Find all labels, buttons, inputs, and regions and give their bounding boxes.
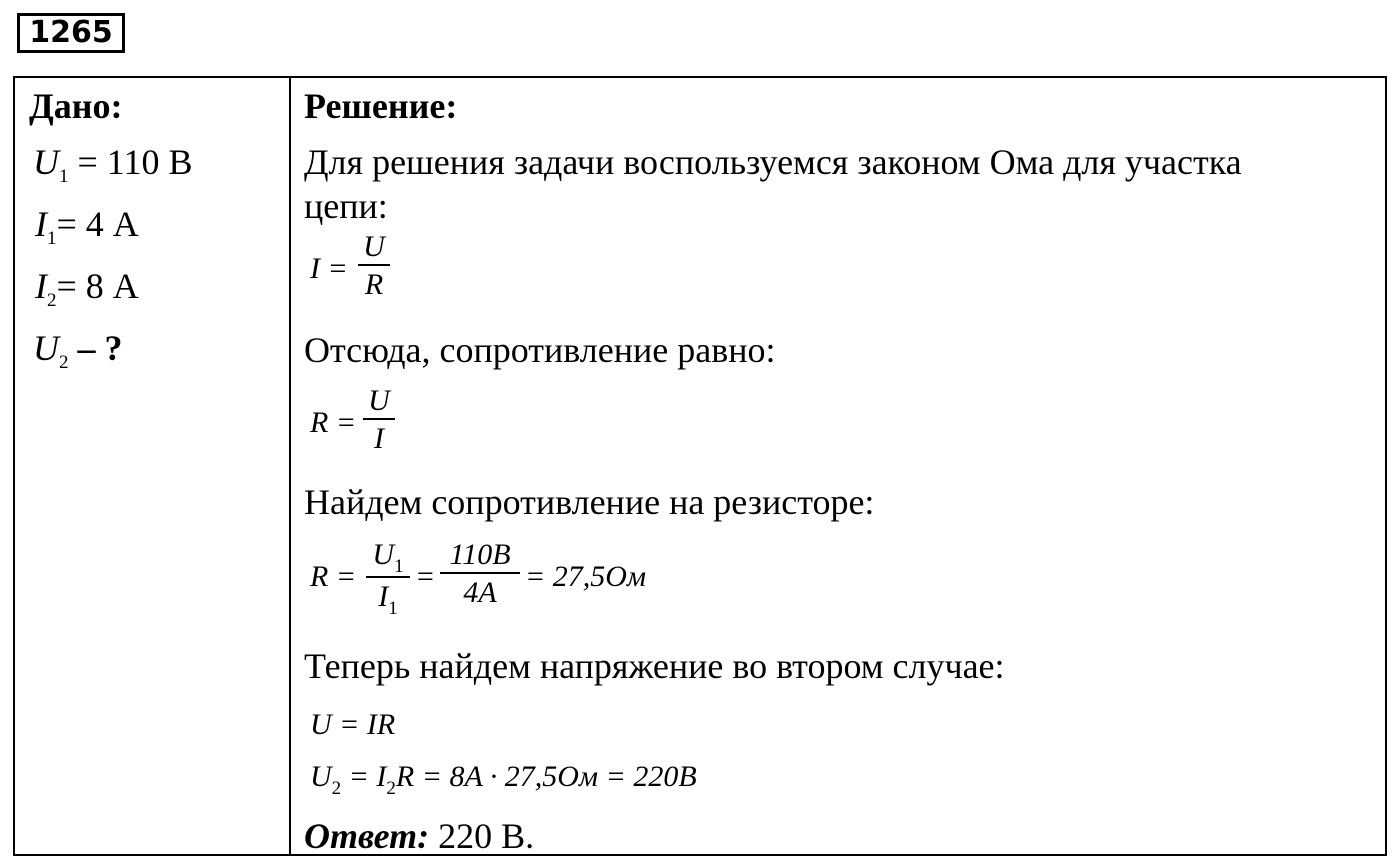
formula-ohm-law-lhs: I = bbox=[310, 252, 348, 285]
column-divider bbox=[289, 78, 291, 854]
formula-calc-r-lhs: R = bbox=[310, 560, 357, 593]
solution-text-2: цепи: bbox=[304, 186, 388, 226]
formula-calc-r-fraction-1: $U_1$ $I_1$ bbox=[366, 538, 410, 620]
given-title: Дано: bbox=[29, 86, 123, 126]
formula-resistance-fraction: U I bbox=[363, 384, 395, 458]
given-u1: $U_1 = 110$ В bbox=[33, 142, 193, 187]
formula-u2-calc: $U_2 = I_2R = 8A \cdot 27,5Ом = 220B$ bbox=[310, 760, 697, 799]
answer bbox=[304, 816, 534, 856]
answer-value: 220 В. bbox=[429, 816, 535, 856]
answer-label: Ответ: bbox=[304, 816, 430, 856]
problem-number: 1265 bbox=[17, 13, 125, 53]
solution-text-5: Теперь найдем напряжение во втором случае: bbox=[304, 646, 1005, 686]
solution-text-3: Отсюда, сопротивление равно: bbox=[304, 330, 776, 370]
formula-resistance-lhs: R = bbox=[310, 406, 357, 439]
solution-text-1: Для решения задачи воспользуемся законом Ома для участка bbox=[304, 142, 1242, 182]
formula-calc-r-fraction-2: 110B 4A bbox=[440, 538, 520, 612]
formula-ohm-law-fraction: U R bbox=[358, 230, 390, 304]
given-u2-unknown: $U_2$ – ? bbox=[33, 328, 123, 373]
formula-calc-r-eq: = bbox=[415, 560, 436, 593]
solution-title: Решение: bbox=[304, 86, 458, 126]
given-i1: $I_1= 4$ А bbox=[35, 204, 139, 249]
given-i2: $I_2= 8$ А bbox=[35, 266, 139, 311]
formula-calc-r-result: = 27,5Ом bbox=[525, 560, 647, 593]
formula-u-ir: U = IR bbox=[310, 708, 396, 741]
solution-table bbox=[13, 76, 1387, 856]
solution-text-4: Найдем сопротивление на резисторе: bbox=[304, 482, 875, 522]
